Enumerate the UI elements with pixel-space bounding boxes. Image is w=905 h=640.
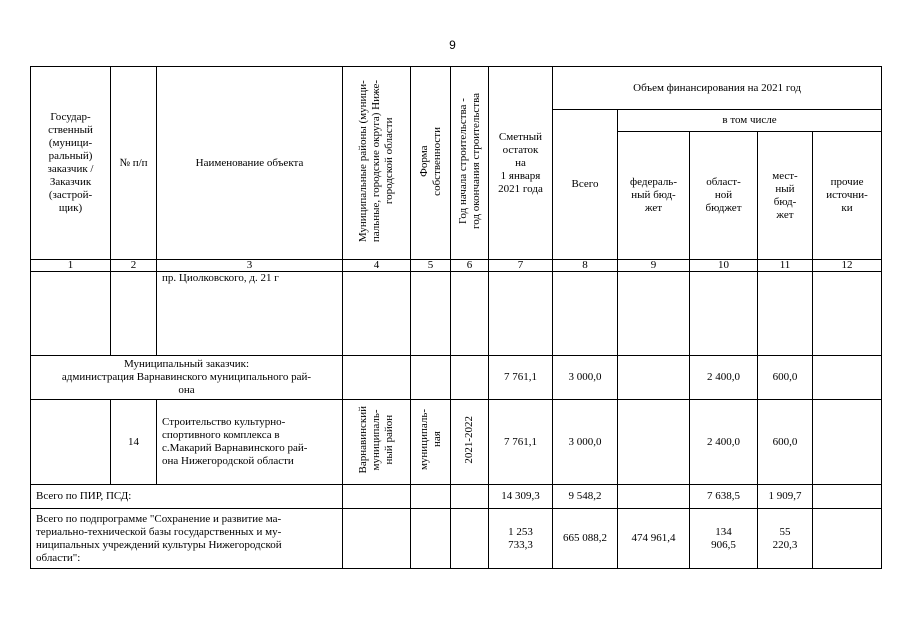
cell-empty (343, 509, 411, 569)
cell-empty (690, 272, 758, 356)
total-subprogram-remainder: 1 253 733,3 (489, 509, 553, 569)
continuation-object: пр. Циолковского, д. 21 г (157, 272, 343, 356)
column-number: 8 (553, 260, 618, 272)
item-years-text: 2021-2022 (463, 416, 475, 464)
header-ownership-text: Форма собственности (417, 126, 443, 196)
item-ownership (411, 400, 451, 485)
total-pir-local: 1 909,7 (758, 485, 813, 509)
cell-empty (411, 272, 451, 356)
column-number: 1 (31, 260, 111, 272)
customer-group-federal (618, 356, 690, 400)
header-including: в том числе (618, 110, 882, 132)
column-number: 5 (411, 260, 451, 272)
customer-group-remainder: 7 761,1 (489, 356, 553, 400)
column-number: 12 (813, 260, 882, 272)
customer-group-total: 3 000,0 (553, 356, 618, 400)
item-district-text: Варнавинский муниципаль- ный район (357, 406, 395, 474)
header-num: № п/п (111, 67, 157, 260)
total-pir-federal (618, 485, 690, 509)
continuation-row (31, 272, 882, 356)
header-years (451, 67, 489, 260)
customer-group-label: Муниципальный заказчик: администрация Варнавинского муниципального рай- она (31, 356, 343, 400)
cell-empty (451, 485, 489, 509)
item-regional: 2 400,0 (690, 400, 758, 485)
header-districts (343, 67, 411, 260)
header-financing: Объем финансирования на 2021 год (553, 67, 882, 110)
total-subprogram-other (813, 509, 882, 569)
total-subprogram-local: 55 220,3 (758, 509, 813, 569)
cell-empty (31, 400, 111, 485)
item-num: 14 (111, 400, 157, 485)
cell-empty (411, 509, 451, 569)
header-years-text: Год начала строительства - год окончания строительства (456, 93, 482, 229)
total-subprogram-federal: 474 961,4 (618, 509, 690, 569)
cell-empty (411, 485, 451, 509)
total-subprogram-row (31, 509, 882, 569)
cell-empty (343, 485, 411, 509)
total-pir-regional: 7 638,5 (690, 485, 758, 509)
header-total: Всего (553, 110, 618, 260)
item-object: Строительство культурно- спортивного комплекса в с.Макарий Варнавинского рай- она Нижегородской области (157, 400, 343, 485)
total-subprogram-label: Всего по подпрограмме "Сохранение и развитие ма- териально-технической базы государственных и му- ниципальных учреждений культуры Нижегородской области": (31, 509, 343, 569)
header-other: прочие источни- ки (813, 132, 882, 260)
total-pir-other (813, 485, 882, 509)
header-local: мест- ный бюд- жет (758, 132, 813, 260)
header-object-name: Наименование объекта (157, 67, 343, 260)
total-pir-label: Всего по ПИР, ПСД: (31, 485, 343, 509)
column-number: 10 (690, 260, 758, 272)
item-other (813, 400, 882, 485)
cell-empty (813, 272, 882, 356)
header-customer: Государ- ственный (муници- pальный) заказчик / Заказчик (застрой- щик) (31, 67, 111, 260)
cell-empty (343, 356, 411, 400)
page-number: 9 (449, 38, 456, 52)
column-numbers-row (31, 260, 882, 272)
header-ownership (411, 67, 451, 260)
cell-empty (343, 272, 411, 356)
column-number: 2 (111, 260, 157, 272)
cell-empty (411, 356, 451, 400)
financing-table (30, 66, 882, 569)
item-federal (618, 400, 690, 485)
item-total: 3 000,0 (553, 400, 618, 485)
header-row-1 (31, 67, 882, 110)
column-number: 4 (343, 260, 411, 272)
cell-empty (31, 272, 111, 356)
item-remainder: 7 761,1 (489, 400, 553, 485)
cell-empty (451, 356, 489, 400)
customer-group-regional: 2 400,0 (690, 356, 758, 400)
header-federal: федераль- ный бюд- жет (618, 132, 690, 260)
cell-empty (451, 509, 489, 569)
cell-empty (111, 272, 157, 356)
cell-empty (489, 272, 553, 356)
cell-empty (618, 272, 690, 356)
total-subprogram-regional: 134 906,5 (690, 509, 758, 569)
customer-group-row (31, 356, 882, 400)
item-district (343, 400, 411, 485)
column-number: 11 (758, 260, 813, 272)
cell-empty (553, 272, 618, 356)
total-subprogram-total: 665 088,2 (553, 509, 618, 569)
cell-empty (451, 272, 489, 356)
column-number: 6 (451, 260, 489, 272)
item-local: 600,0 (758, 400, 813, 485)
header-districts-text: Муниципальные районы (муници- пальные, городские округа) Ниже- городской области (357, 79, 395, 243)
customer-group-local: 600,0 (758, 356, 813, 400)
column-number: 9 (618, 260, 690, 272)
cell-empty (758, 272, 813, 356)
customer-group-other (813, 356, 882, 400)
column-number: 7 (489, 260, 553, 272)
item-years (451, 400, 489, 485)
item-ownership-text: муниципаль- ная (417, 409, 443, 471)
column-number: 3 (157, 260, 343, 272)
header-regional: област- ной бюджет (690, 132, 758, 260)
total-pir-remainder: 14 309,3 (489, 485, 553, 509)
header-remainder: Сметный остаток на 1 января 2021 года (489, 67, 553, 260)
total-pir-total: 9 548,2 (553, 485, 618, 509)
item-row (31, 400, 882, 485)
total-pir-row (31, 485, 882, 509)
